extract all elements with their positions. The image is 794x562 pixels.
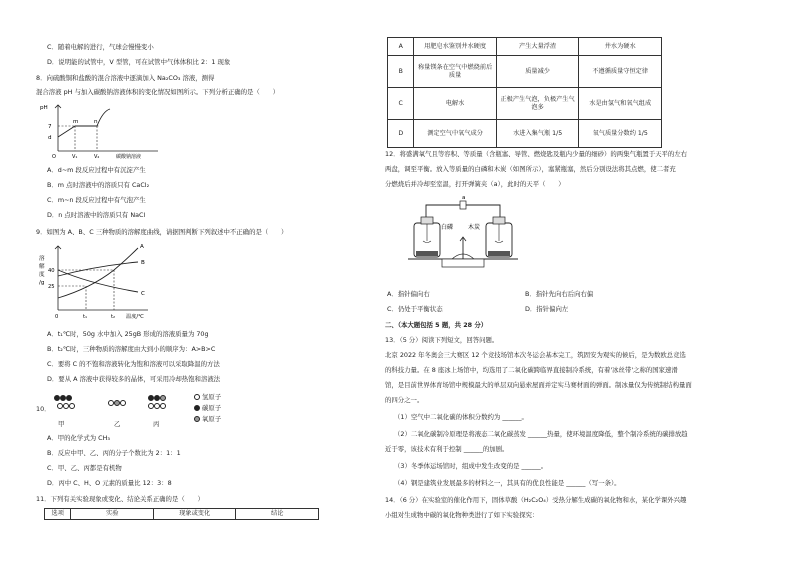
molecule-yi <box>108 399 126 407</box>
table-cell: 正极产生气泡，负极产生气泡多 <box>496 88 579 120</box>
q9-graph-t1: t₁ <box>83 314 88 320</box>
q13-sub4: （4）钢是建筑业发展最多的材料之一，其具有的优良性能是 ______（写一条）。 <box>394 479 621 487</box>
q12-stem-line3: 分燃烧后并冷却至室温，打开弹簧夹（a），此时的天平（ ） <box>385 180 565 188</box>
section-2-heading: 二、（本大题包括 5 题，共 28 分） <box>385 321 488 329</box>
q10-option-a: A．甲的化学式为 CH₃ <box>47 434 110 442</box>
q12-option-a: A．指针偏向右 <box>387 290 430 298</box>
legend-carbon: 碳原子 <box>202 404 222 412</box>
table-cell: 水是由氢气和氧气组成 <box>579 88 662 120</box>
table-cell: 质量减少 <box>496 56 579 88</box>
molecule-bing <box>148 394 166 410</box>
q9-graph-tick-40: 40 <box>48 268 55 274</box>
q11-table-body <box>387 37 662 148</box>
q10-number: 10． <box>36 405 51 413</box>
table-cell: 用肥皂水鉴别井水硬度 <box>414 38 496 56</box>
q8-graph-n: n <box>94 119 98 125</box>
q8-option-d: D．n 点时溶液中的溶质只有 NaCl <box>47 211 146 219</box>
q12-clip-a: a <box>462 195 466 201</box>
q13-passage-line3: 馆，是目前世界体育场馆中规模最大的单层双向悬索屋面并定实马赛材面的弹面。制冰量仅为传统制结构量面 <box>385 381 692 389</box>
q12-option-d: D．指针偏向左 <box>525 305 569 313</box>
q9-graph-ylabel-2: 解 <box>39 264 45 270</box>
q9-graph-curve-c: C <box>141 291 145 297</box>
q11-head-phenomenon: 现象或变化 <box>153 509 236 520</box>
q7-option-c: C．随着电解的进行，气球会慢慢变小 <box>47 43 154 51</box>
q8-ph-graph <box>40 101 170 159</box>
q11-head-conclusion: 结论 <box>236 509 319 520</box>
q8-graph-tick-7: 7 <box>48 124 52 130</box>
q13-heading: 13．（5 分）阅读下列短文，回答问题。 <box>385 336 499 344</box>
q9-graph-ylabel-4: /g <box>39 280 45 286</box>
q9-graph-ylabel-3: 度 <box>39 272 45 278</box>
q9-option-a: A．t₁℃时，50g 水中加入 25gB 形成的溶液质量为 70g <box>47 330 209 338</box>
q12-stem-line1: 12．将盛满氧气且等容积、等质量（含瓶塞、导管、燃烧匙及瓶内少量的细砂）的两集气瓶置于天平的左右 <box>385 150 688 158</box>
table-cell: 电解水 <box>414 88 496 120</box>
q9-graph-t2: t₂ <box>111 314 116 320</box>
q12-apparatus-figure <box>408 193 518 273</box>
table-cell: 称量镁条在空气中燃烧前后质量 <box>414 56 496 88</box>
q8-graph-v1: V₁ <box>72 154 78 159</box>
q8-graph-ylabel: pH <box>40 105 48 111</box>
q8-graph-m: m <box>73 119 79 125</box>
q14-stem-line1: 14．（6 分）在实验室的催化作用下，固体草酸（H₂C₂O₄）受热分解生成碳的氧化物和水，某化学课外兴趣 <box>385 496 687 504</box>
legend-oxygen: 氧原子 <box>202 415 222 423</box>
q10-option-c: C．甲、乙、丙都是有机物 <box>47 464 122 472</box>
right-column <box>385 0 794 562</box>
table-cell: A <box>388 38 414 56</box>
q11-stem: 11．下列有关实验现象或变化、结论关系正确的是（ ） <box>36 495 204 503</box>
table-cell: C <box>388 88 414 120</box>
q14-stem-line2: 小组对生成物中碳的氧化物种类进行了如下实验探究： <box>385 511 539 519</box>
q9-option-d: D．要从 A 溶液中获得较多的晶体，可采用冷却热饱和溶液法 <box>47 375 221 383</box>
table-cell: 氧气质量分数约 1/5 <box>579 120 662 148</box>
q11-table-header <box>44 508 319 520</box>
q10-option-d: D．丙中 C、H、O 元素的质量比 12：3：8 <box>47 479 172 487</box>
q9-stem: 9．如图为 A、B、C 三种物质的溶解度曲线，请据图判断下列叙述中不正确的是（ ） <box>36 228 288 236</box>
q8-option-c: C．m~n 段反应过程中有气泡产生 <box>47 196 146 204</box>
q12-option-b: B．指针先向右后向右偏 <box>525 290 594 298</box>
q8-graph-origin: O <box>52 154 56 159</box>
table-cell: D <box>388 120 414 148</box>
table-cell: B <box>388 56 414 88</box>
q11-head-option: 选项 <box>45 509 71 520</box>
q8-option-b: B．m 点时溶液中的溶质只有 CaCl₂ <box>47 181 150 189</box>
q9-graph-origin: 0 <box>55 314 59 320</box>
q8-stem-line2: 混合溶液 pH 与加入碳酸钠溶液体积的变化情况如图所示。下列分析正确的是（ ） <box>36 88 279 96</box>
q8-graph-tick-d: d <box>48 135 52 141</box>
q12-stem-line2: 两盘，调至平衡。放入等质量的白磷和木炭（如图所示），塞紧瓶塞，然后分别设法将其点燃，使二者充 <box>385 165 676 173</box>
label-jia: 甲 <box>58 420 65 428</box>
q13-passage-line4: 的四分之一。 <box>385 396 424 404</box>
q12-option-c: C．仍处于平衡状态 <box>387 305 443 313</box>
q8-graph-xlabel: 碳酸钠溶液 <box>116 154 142 159</box>
molecule-jia <box>54 394 75 410</box>
table-cell: 测定空气中氧气成分 <box>414 120 496 148</box>
q7-option-d: D．说明能的试管中，V 型管，可在试管中气体体积比 2：1 现象 <box>47 58 231 66</box>
q13-sub1: （1）空气中二氧化碳的体积分数约为 ______。 <box>394 413 528 421</box>
q13-sub2-line1: （2）二氧化碳制冷原理是将液态二氧化碳蒸发 ______热量，使环境温度降低，整个制冷系统的碳排放趋 <box>394 430 688 438</box>
label-bing: 丙 <box>153 420 160 428</box>
table-cell: 不遵循质量守恒定律 <box>579 56 662 88</box>
q10-option-b: B．反应中甲、乙、丙的分子个数比为 2：1：1 <box>47 449 181 457</box>
q9-graph-curve-a: A <box>140 244 144 250</box>
atom-legend <box>194 393 221 423</box>
q9-graph-tick-25: 25 <box>48 284 55 290</box>
q13-sub3: （3）冬季体运场馆时，组成中发生改变的是 ______。 <box>394 462 548 470</box>
q11-head-experiment: 实验 <box>71 509 154 520</box>
q9-solubility-graph <box>36 240 166 320</box>
q12-label-charcoal: 木炭 <box>468 224 481 231</box>
table-cell: 产生大量浮渣 <box>496 38 579 56</box>
q8-graph-v2: V₂ <box>94 154 100 159</box>
label-yi: 乙 <box>114 420 121 428</box>
table-cell: 井水为硬水 <box>579 38 662 56</box>
q9-graph-ylabel-1: 溶 <box>39 256 45 262</box>
q9-graph-curve-b: B <box>141 260 145 266</box>
q8-stem-line1: 8．向硫酸铜和盐酸的混合溶液中逐滴加入 Na₂CO₃ 溶液，测得 <box>36 74 215 82</box>
q13-passage-line1: 北京 2022 年冬奥会三大赛区 12 个竞技场馆本次冬运会基本完工，筑固安为观实的候后，是为数欧总竞选 <box>385 351 686 359</box>
q9-graph-xlabel: 温度/℃ <box>126 314 144 320</box>
q13-passage-line2: 的科技力量。在 8 座冰上场馆中，均选用了二氧化碳跨临界直接制冷系统，有着'冰丝带'之称的国家速滑 <box>385 366 678 374</box>
q9-option-b: B．t₂℃时，三种物质的溶解度由大到小的顺序为：A>B>C <box>47 345 216 353</box>
q8-option-a: A．d~m 段反应过程中有沉淀产生 <box>47 166 146 174</box>
q13-sub2-line2: 近于零，该技术有利于控制 ______的加剧。 <box>385 445 509 453</box>
legend-hydrogen: 氢原子 <box>202 393 222 401</box>
q12-label-phosphorus: 白磷 <box>441 224 454 231</box>
table-cell: 水进入集气瓶 1/5 <box>496 120 579 148</box>
q9-option-c: C．要将 C 的不饱和溶液转化为饱和溶液可以采取降温的方法 <box>47 360 220 368</box>
